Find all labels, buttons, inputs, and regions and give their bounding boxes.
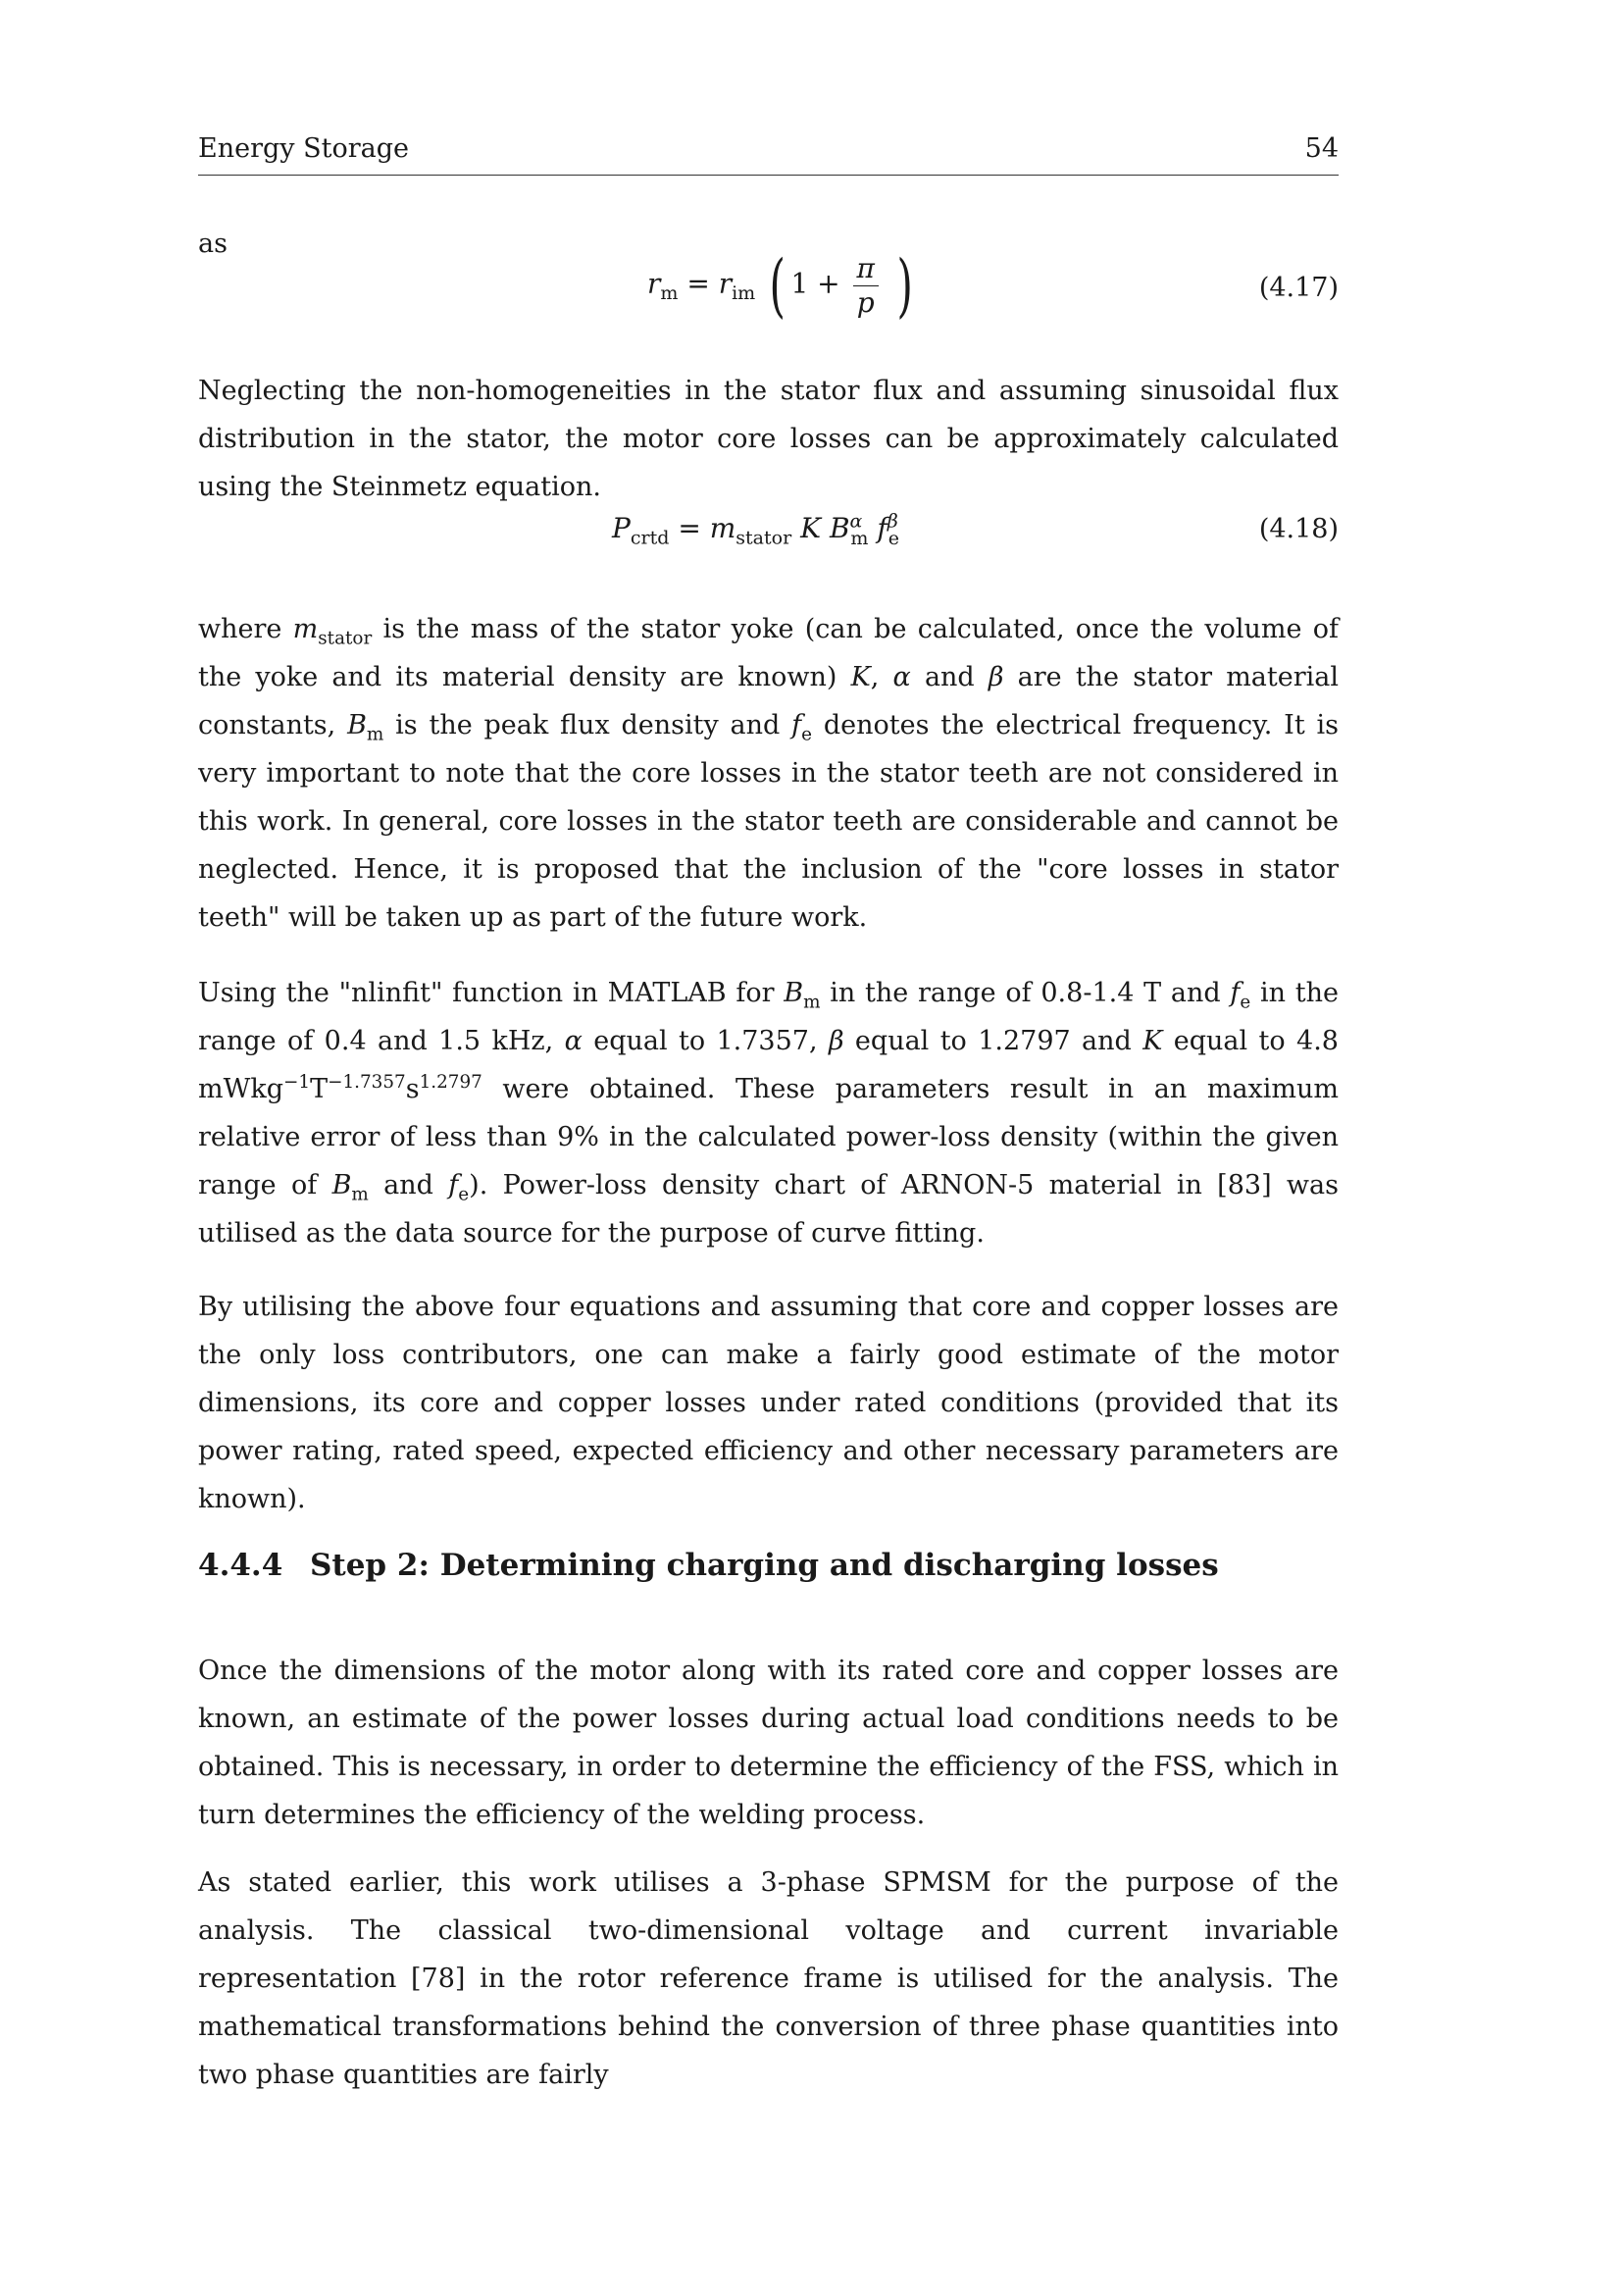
section-title: Step 2: Determining charging and discharging losses xyxy=(310,1548,1219,1583)
equation-4-17-number: (4.17) xyxy=(1258,273,1339,303)
section-number: 4.4.4 xyxy=(198,1548,283,1583)
lead-in-text: as xyxy=(198,229,228,259)
equation-4-18-body: $P_{crtd} = m_{stator}$ K $B^\alpha_m$ $f^\beta_e$ xyxy=(612,510,900,549)
page-number: 54 xyxy=(1304,133,1339,164)
equation-4-17-body: $r_m = r_{im}$ ( 1 + $\frac{\pi}{p}$ ) xyxy=(647,245,913,326)
paragraph-nlinfit: Using the "nlinfit" function in MATLAB for $B_m$ in the range of 0.8-1.4 T and $f_e$ in the range of 0.4 and 1.5 kHz, α equal to 1.7357, β equal to 1.2797 and K equal to 4.8 $mWkg^{-1}T^{-1.7357}s^{1.2797}$ were obtained. These parameters result in an maximum relative error of less than 9% in the calculated power-loss density (within the given range of $B_m$ and $f_e$). Power-loss density chart of ARNON-5 material in [83] was utilised as the data source for the purpose of curve fitting. xyxy=(198,978,1339,1249)
paragraph-once: Once the dimensions of the motor along with its rated core and copper losses are known, an estimate of the power losses during actual load conditions needs to be obtained. This is necessary, in order to determine the efficiency of the FSS, which in turn determines the efficiency of the welding process. xyxy=(198,1656,1339,1830)
equation-4-18-number: (4.18) xyxy=(1258,514,1339,544)
paragraph-four-equations: By utilising the above four equations and assuming that core and copper losses are the only loss contributors, one can make a fairly good estimate of the motor dimensions, its core and copper losses under rated conditions (provided that its power rating, rated speed, expected efficiency and other necessary parameters are known). xyxy=(198,1292,1339,1514)
section-heading xyxy=(198,1548,1219,1583)
paragraph-steinmetz: Neglecting the non-homogeneities in the stator flux and assuming sinusoidal flux distribution in the stator, the motor core losses can be approximately calculated using the Steinmetz equation. xyxy=(198,376,1339,502)
paragraph-stated: As stated earlier, this work utilises a 3-phase SPMSM for the purpose of the analysis. The classical two-dimensional voltage and current invariable representation [78] in the rotor reference frame is utilised for the analysis. The mathematical transformations behind the conversion of three phase quantities into two phase quantities are fairly xyxy=(198,1867,1339,2090)
header-title: Energy Storage xyxy=(198,133,409,164)
running-header xyxy=(198,133,1339,176)
paragraph-where: where $m_{stator}$ is the mass of the stator yoke (can be calculated, once the volume of the yoke and its material density are known) K, α and β are the stator material constants, $B_m$ is the peak flux density and $f_e$ denotes the electrical frequency. It is very important to note that the core losses in the stator teeth are not considered in this work. In general, core losses in the stator teeth are considerable and cannot be neglected. Hence, it is proposed that the inclusion of the "core losses in stator teeth" will be taken up as part of the future work. xyxy=(198,614,1339,933)
equation-4-18 xyxy=(198,508,1339,557)
equation-4-17 xyxy=(198,245,1339,330)
